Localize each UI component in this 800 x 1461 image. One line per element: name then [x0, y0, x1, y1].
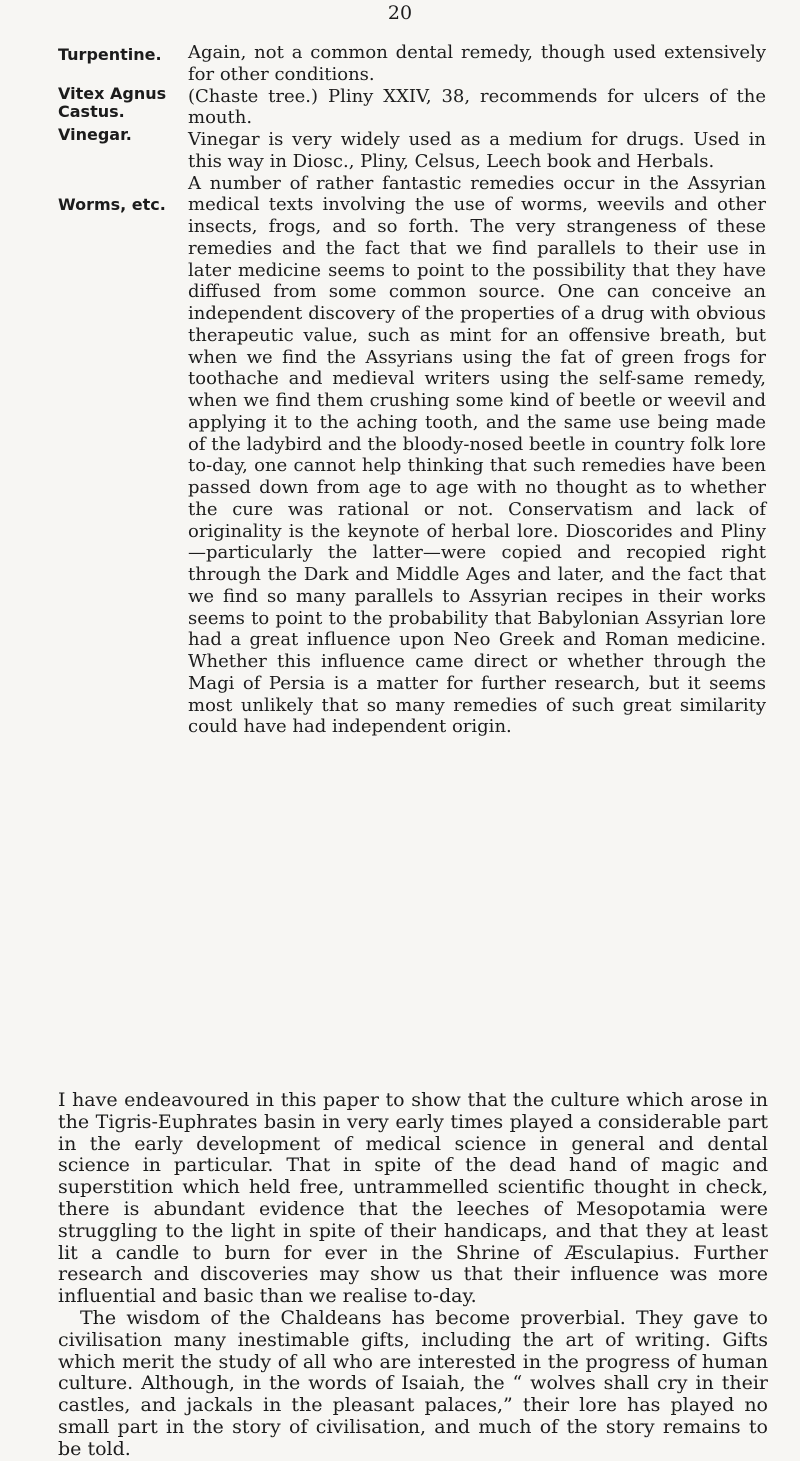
paragraph: I have endeavoured in this paper to show that the culture which arose in the Tigris-Euphrates basin in very early times played a considerable part in the early development of medical science in general and dental science in particular. That in spite of the dead hand of magic and superstition which held free, untrammelled scientific thought in check, there is abundant evidence that the leeches of Mesopotamia were struggling to the light in spite of their handicaps, and that they at least lit a candle to burn for ever in the Shrine of Æsculapius. Further research and discoveries may show us that their influence was more influential and basic than we realise to-day.: [58, 1089, 768, 1308]
entry-worms: A number of rather fantastic remedies occur in the Assyrian medical texts involving the use of worms, weevils and other insects, frogs, and so forth. The very strangeness of these remedies and the fact that we find parallels to their use in later medicine seems to point to the possibility that they have diffused from some common source. One can conceive an independent discovery of the properties of a drug with obvious therapeutic value, such as mint for an offensive breath, but when we find the Assyrians using the fat of green frogs for toothache and medieval writers using the self-same remedy, when we find them crushing some kind of beetle or weevil and applying it to the aching tooth, and the same use being made of the ladybird and the bloody-nosed beetle in country folk lore to-day, one cannot help thinking that such remedies have been passed down from age to age with no thought as to whether the cure was rational or not. Conservatism and lack of originality is the keynote of herbal lore. Dioscorides and Pliny—particularly the latter—were copied and recopied right through the Dark and Middle Ages and later, and the fact that we find so many parallels to Assyrian recipes in their works seems to point to the probability that Babylonian Assyrian lore had a great influence upon Neo Greek and Roman medicine. Whether this influence came direct or whether through the Magi of Persia is a matter for further research, but it seems most unlikely that so many remedies of such great similarity could have had independent origin.: [188, 172, 766, 738]
conclusion-text: [58, 1090, 768, 1461]
margin-note-turpentine: Turpentine.: [58, 45, 162, 64]
remedy-entries: [188, 42, 766, 738]
margin-note-vinegar: Vinegar.: [58, 125, 132, 144]
paragraph: The wisdom of the Chaldeans has become proverbial. They gave to civilisation many inestimable gifts, including the art of writing. Gifts which merit the study of all who are interested in the progress of human culture. Although, in the words of Isaiah, the “ wolves shall cry in their castles, and jackals in the pleasant palaces,” their lore has played no small part in the story of civilisation, and much of the story remains to be told.: [58, 1306, 768, 1460]
margin-note-vitex-agnus-castus: Vitex Agnus Castus.: [58, 84, 167, 121]
entry-turpentine: Again, not a common dental remedy, though used extensively for other conditions.: [188, 42, 766, 85]
margin-note-worms: Worms, etc.: [58, 195, 166, 214]
page-number: 20: [387, 2, 413, 24]
entry-vinegar: Vinegar is very widely used as a medium for drugs. Used in this way in Diosc., Pliny, Celsus, Leech book and Herbals.: [188, 129, 766, 172]
entry-vitex-agnus-castus: (Chaste tree.) Pliny XXIV, 38, recommends for ulcers of the mouth.: [188, 85, 766, 129]
